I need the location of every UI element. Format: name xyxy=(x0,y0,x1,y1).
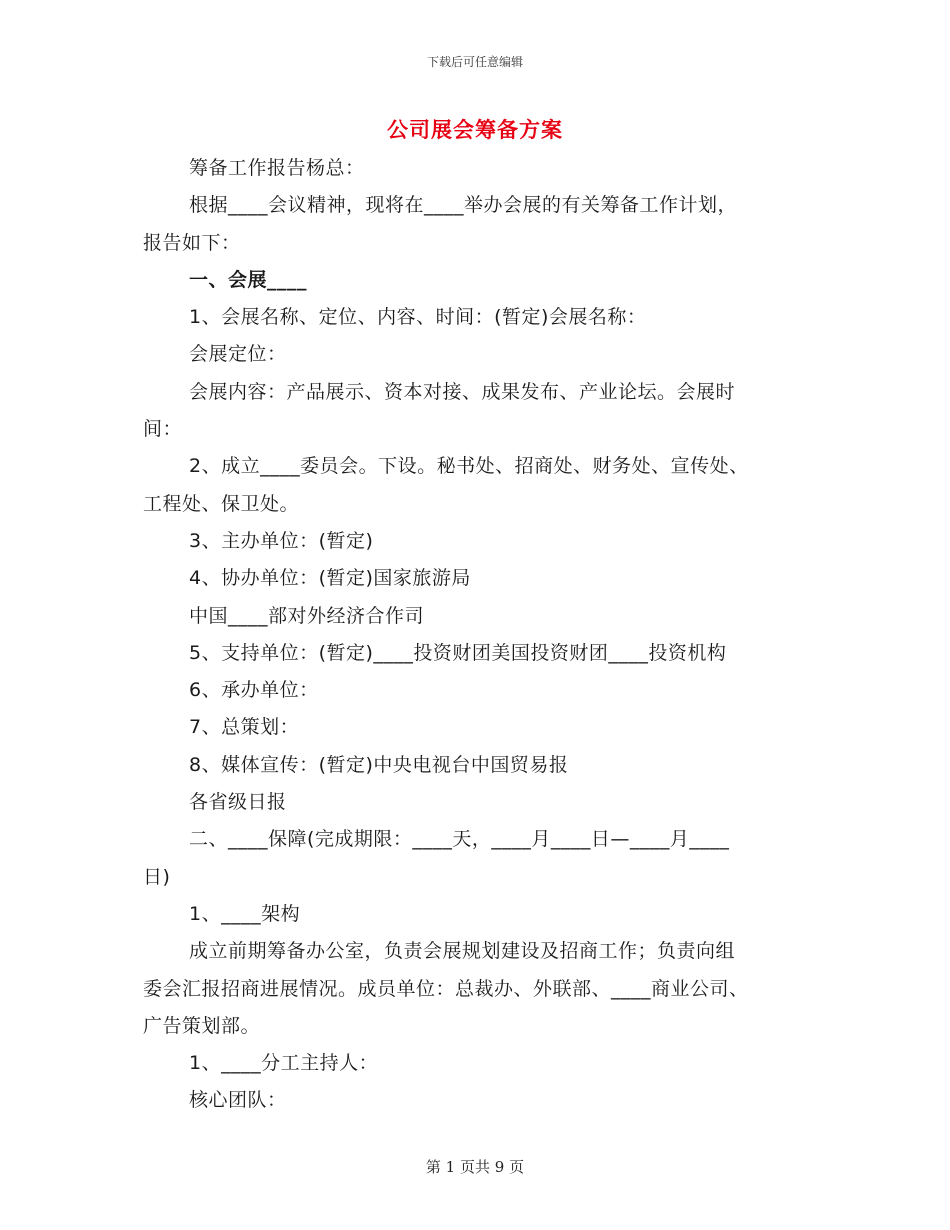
paragraph-line: 一、会展____ xyxy=(189,268,308,291)
paragraph-line: 6、承办单位： xyxy=(189,679,319,702)
paragraph-line: 报告如下： xyxy=(143,231,241,254)
page-footer: 第 1 页共 9 页 xyxy=(425,1158,525,1176)
paragraph-line: 中国____部对外经济合作司 xyxy=(189,604,425,627)
paragraph-line: 成立前期筹备办公室，负责会展规划建设及招商工作；负责向组 xyxy=(189,940,736,963)
paragraph-line: 会展定位： xyxy=(189,343,287,366)
paragraph-line: 二、____保障(完成期限：____天，____月____日—____月____ xyxy=(189,828,730,851)
paragraph-line: 1、____架构 xyxy=(189,902,301,925)
paragraph-line: 7、总策划： xyxy=(189,716,300,739)
document-body xyxy=(143,150,808,1120)
paragraph-line: 会展内容：产品展示、资本对接、成果发布、产业论坛。会展时 xyxy=(189,380,736,403)
paragraph-line: 3、主办单位：(暂定) xyxy=(189,529,374,552)
paragraph-line: 各省级日报 xyxy=(189,791,287,814)
paragraph-line: 工程处、保卫处。 xyxy=(143,492,300,515)
document-title: 公司展会筹备方案 xyxy=(387,118,563,142)
paragraph-line: 核心团队： xyxy=(189,1089,287,1112)
paragraph-line: 委会汇报招商进展情况。成员单位：总裁办、外联部、____商业公司、 xyxy=(143,977,749,1000)
paragraph-line: 1、____分工主持人： xyxy=(189,1052,379,1075)
paragraph-line: 广告策划部。 xyxy=(143,1014,261,1037)
paragraph-line: 5、支持单位：(暂定)____投资财团美国投资财团____投资机构 xyxy=(189,641,727,664)
paragraph-line: 间： xyxy=(143,418,183,441)
paragraph-line: 1、会展名称、定位、内容、时间：(暂定)会展名称： xyxy=(189,306,647,329)
paragraph-line: 2、成立____委员会。下设。秘书处、招商处、财务处、宣传处、 xyxy=(189,455,749,478)
paragraph-line: 筹备工作报告杨总： xyxy=(189,157,365,179)
header-note: 下载后可任意编辑 xyxy=(426,55,523,69)
paragraph-line: 4、协办单位：(暂定)国家旅游局 xyxy=(189,567,471,590)
paragraph-line: 日) xyxy=(143,865,171,888)
paragraph-line: 8、媒体宣传：(暂定)中央电视台中国贸易报 xyxy=(189,753,569,776)
paragraph-line: 根据____会议精神，现将在____举办会展的有关筹备工作计划， xyxy=(189,194,738,217)
